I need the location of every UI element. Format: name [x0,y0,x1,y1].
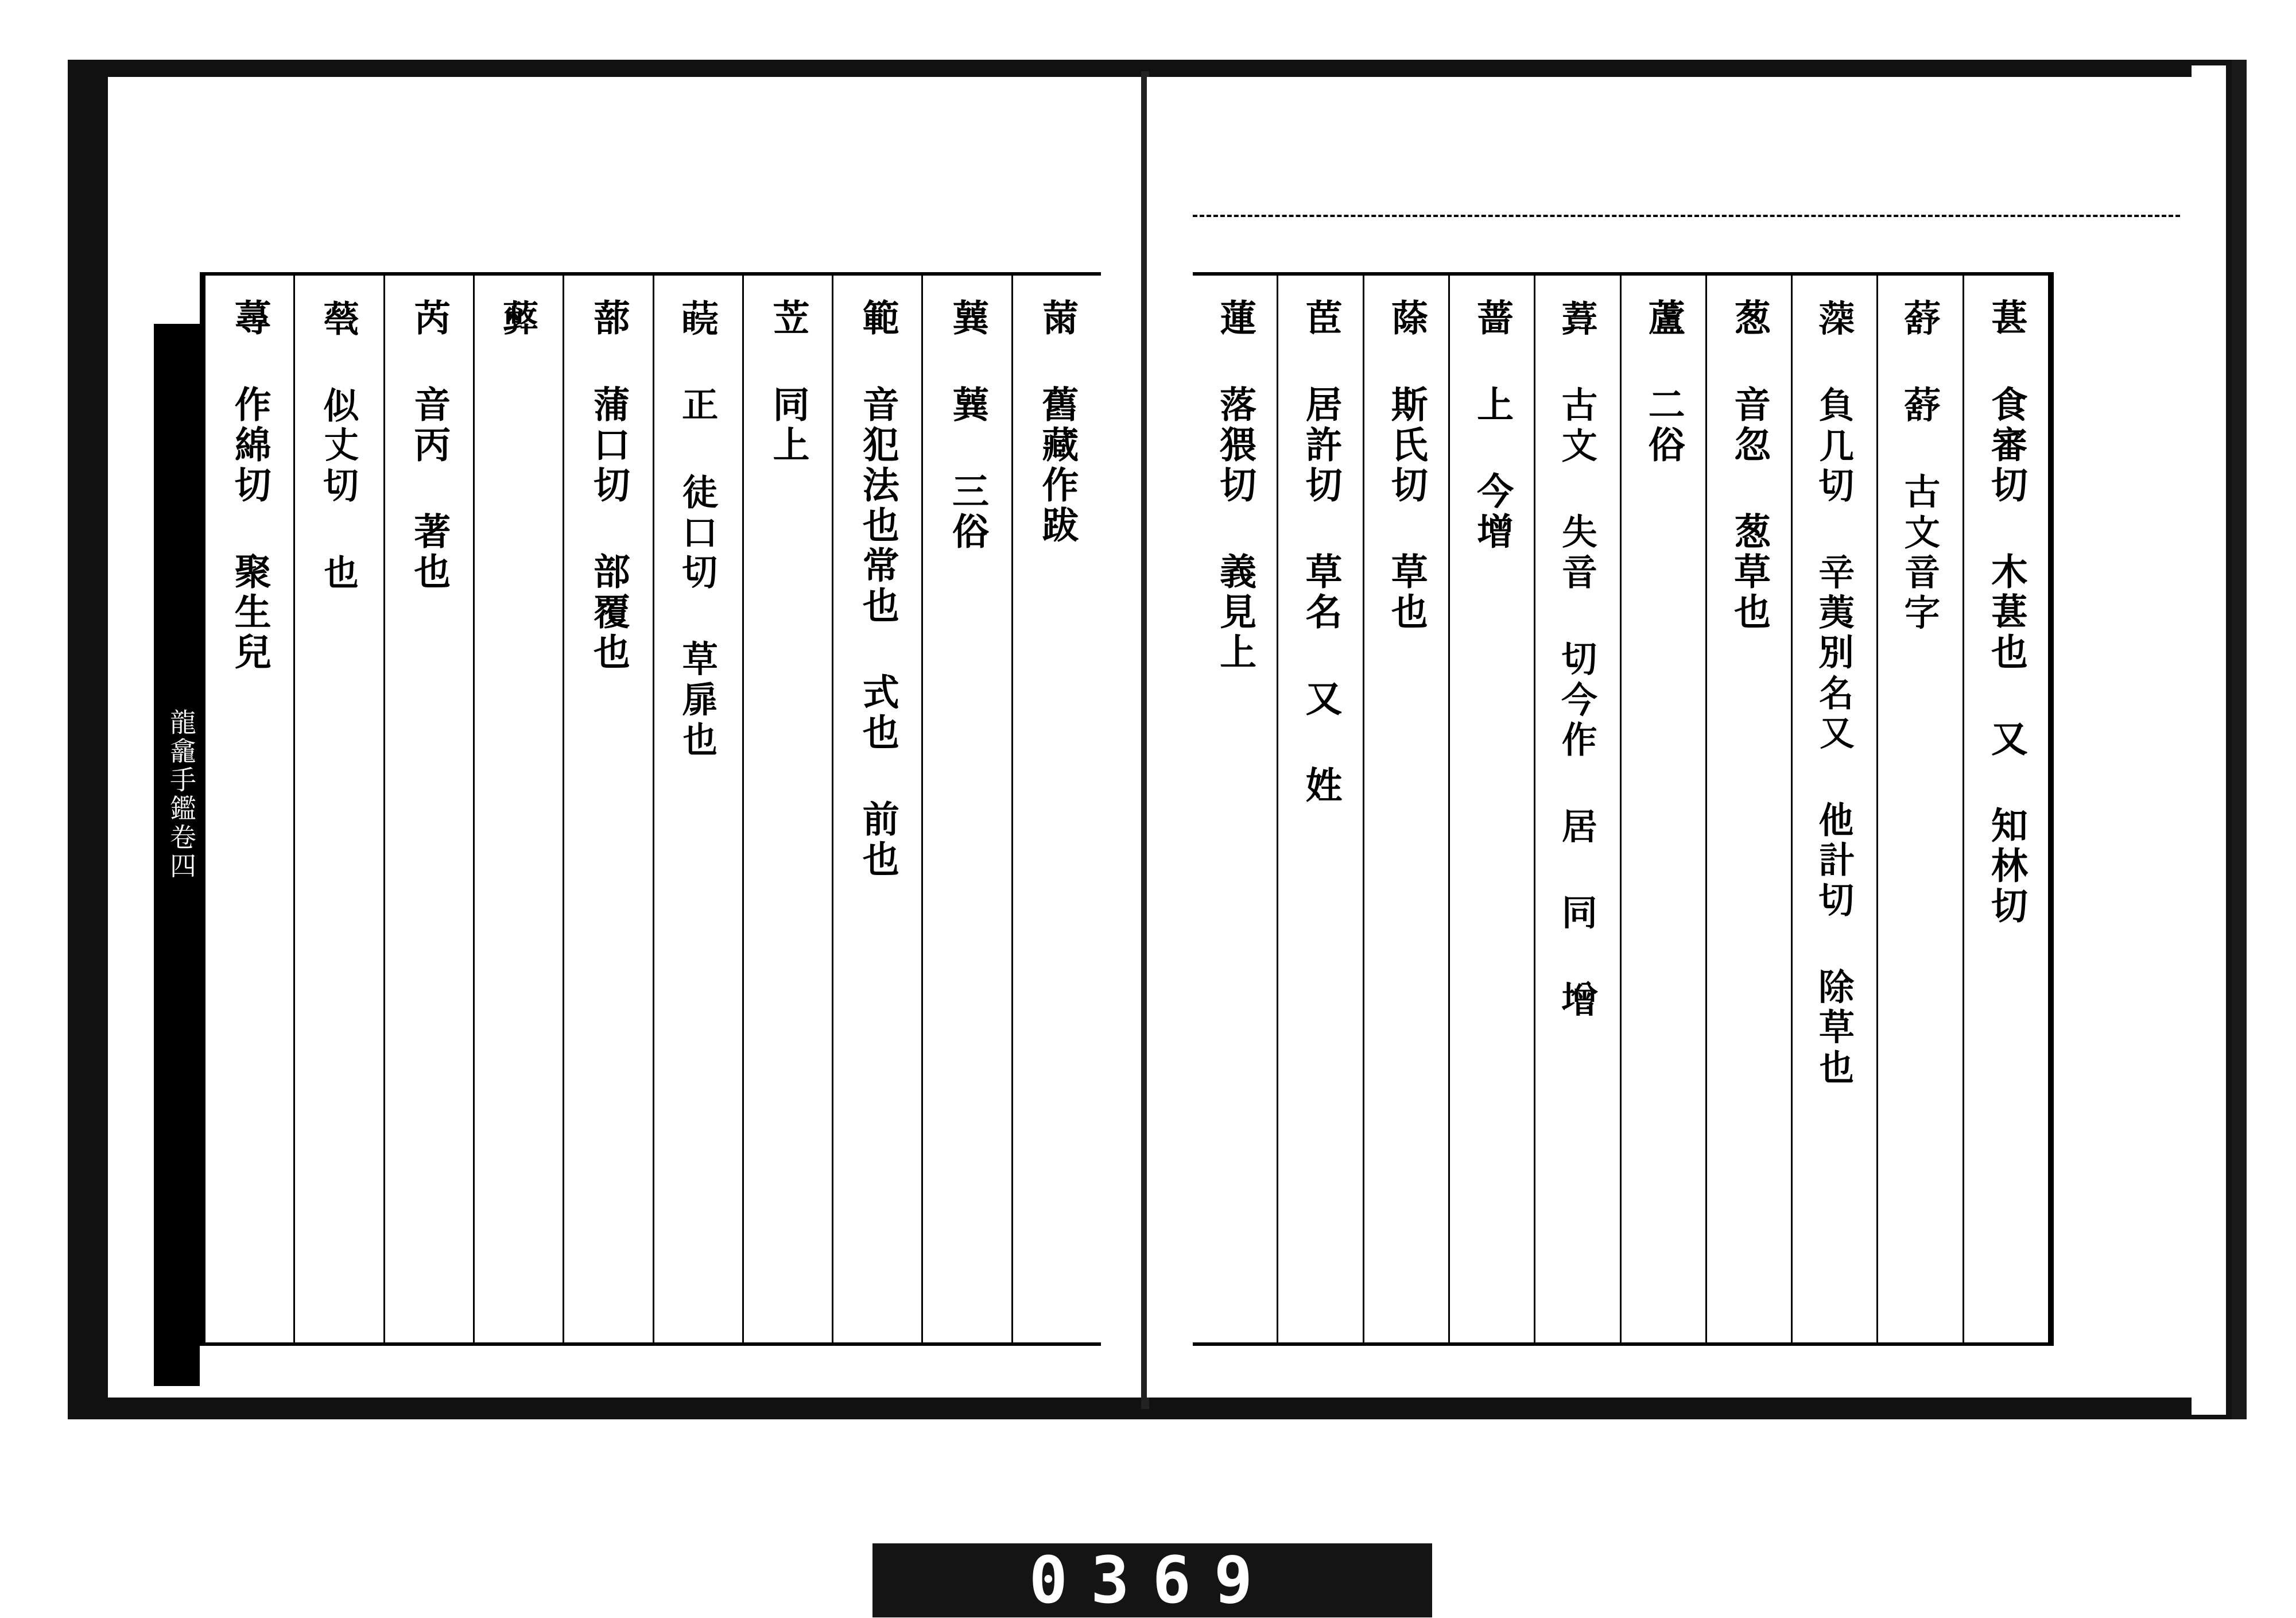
column-text: 𦹊 古文 失音 切今作 居 同 增 [1556,299,1600,1020]
column-text: 𦺊 正 徒口切 草扉也 [677,299,720,760]
margin-label: 龍龕手鑑卷四 [166,709,197,881]
text-column [205,276,293,1342]
column-text: 葚 食審切 木葚也 又 知林切 [1984,299,2028,927]
text-column [563,276,652,1342]
column-text: 葱 音忽 葱草也 [1727,299,1771,633]
left-columns [205,276,1101,1342]
page-number-stamp [872,1543,1432,1617]
column-text: 蒢 斯氏切 草也 [1384,299,1428,633]
text-column [1448,276,1534,1342]
text-column [742,276,832,1342]
left-page [108,77,1141,1398]
text-column [1876,276,1962,1342]
column-text: 𦺈 𦺈 三俗 [946,299,990,552]
column-text: 𦽓 似丈切 也 [317,299,361,593]
book-spread [68,60,2247,1419]
column-text: 𦿔 [497,299,541,339]
text-column [653,276,742,1342]
text-column [293,276,383,1342]
column-text: 蓮 落猥切 義見上 [1213,299,1257,673]
page-edge [2192,65,2226,1415]
column-text: 苙 同上 [766,299,810,466]
text-column [1705,276,1791,1342]
text-column [1791,276,1876,1342]
column-text: 蕁 作綿切 聚生兒 [228,299,272,673]
column-text: 𦲸 舊藏作跋 [1035,299,1079,546]
text-column [1277,276,1362,1342]
column-text: 茞 居許切 草名 又 姓 [1299,299,1343,806]
right-page [1147,77,2203,1398]
text-column [921,276,1011,1342]
top-rule [1193,215,2180,217]
right-text-frame [1193,272,2054,1346]
right-columns [1193,276,2048,1342]
column-text: 芮 音丙 著也 [408,299,451,593]
column-text: 蔷 上 今增 [1471,299,1514,552]
column-text: 蘆 二俗 [1642,299,1685,466]
column-text: 蔀 蒲口切 部覆也 [587,299,630,673]
text-column [1193,276,1277,1342]
text-column [473,276,563,1342]
text-column [1620,276,1705,1342]
text-column [1534,276,1619,1342]
column-text: 𦺗 𦺗 古文音字 [1899,299,1942,633]
stamp-number: 0369 [1029,1543,1276,1618]
column-text: 範 音犯法也常也 式也 前也 [856,299,899,880]
text-column [832,276,921,1342]
text-column [1963,276,2048,1342]
column-text: 𦸂 負几切 辛荑別名又 他計切 除草也 [1813,299,1857,1087]
left-text-frame [200,272,1101,1346]
text-column [1011,276,1101,1342]
text-column [383,276,473,1342]
text-column [1363,276,1448,1342]
scan-edge [2232,60,2247,1419]
